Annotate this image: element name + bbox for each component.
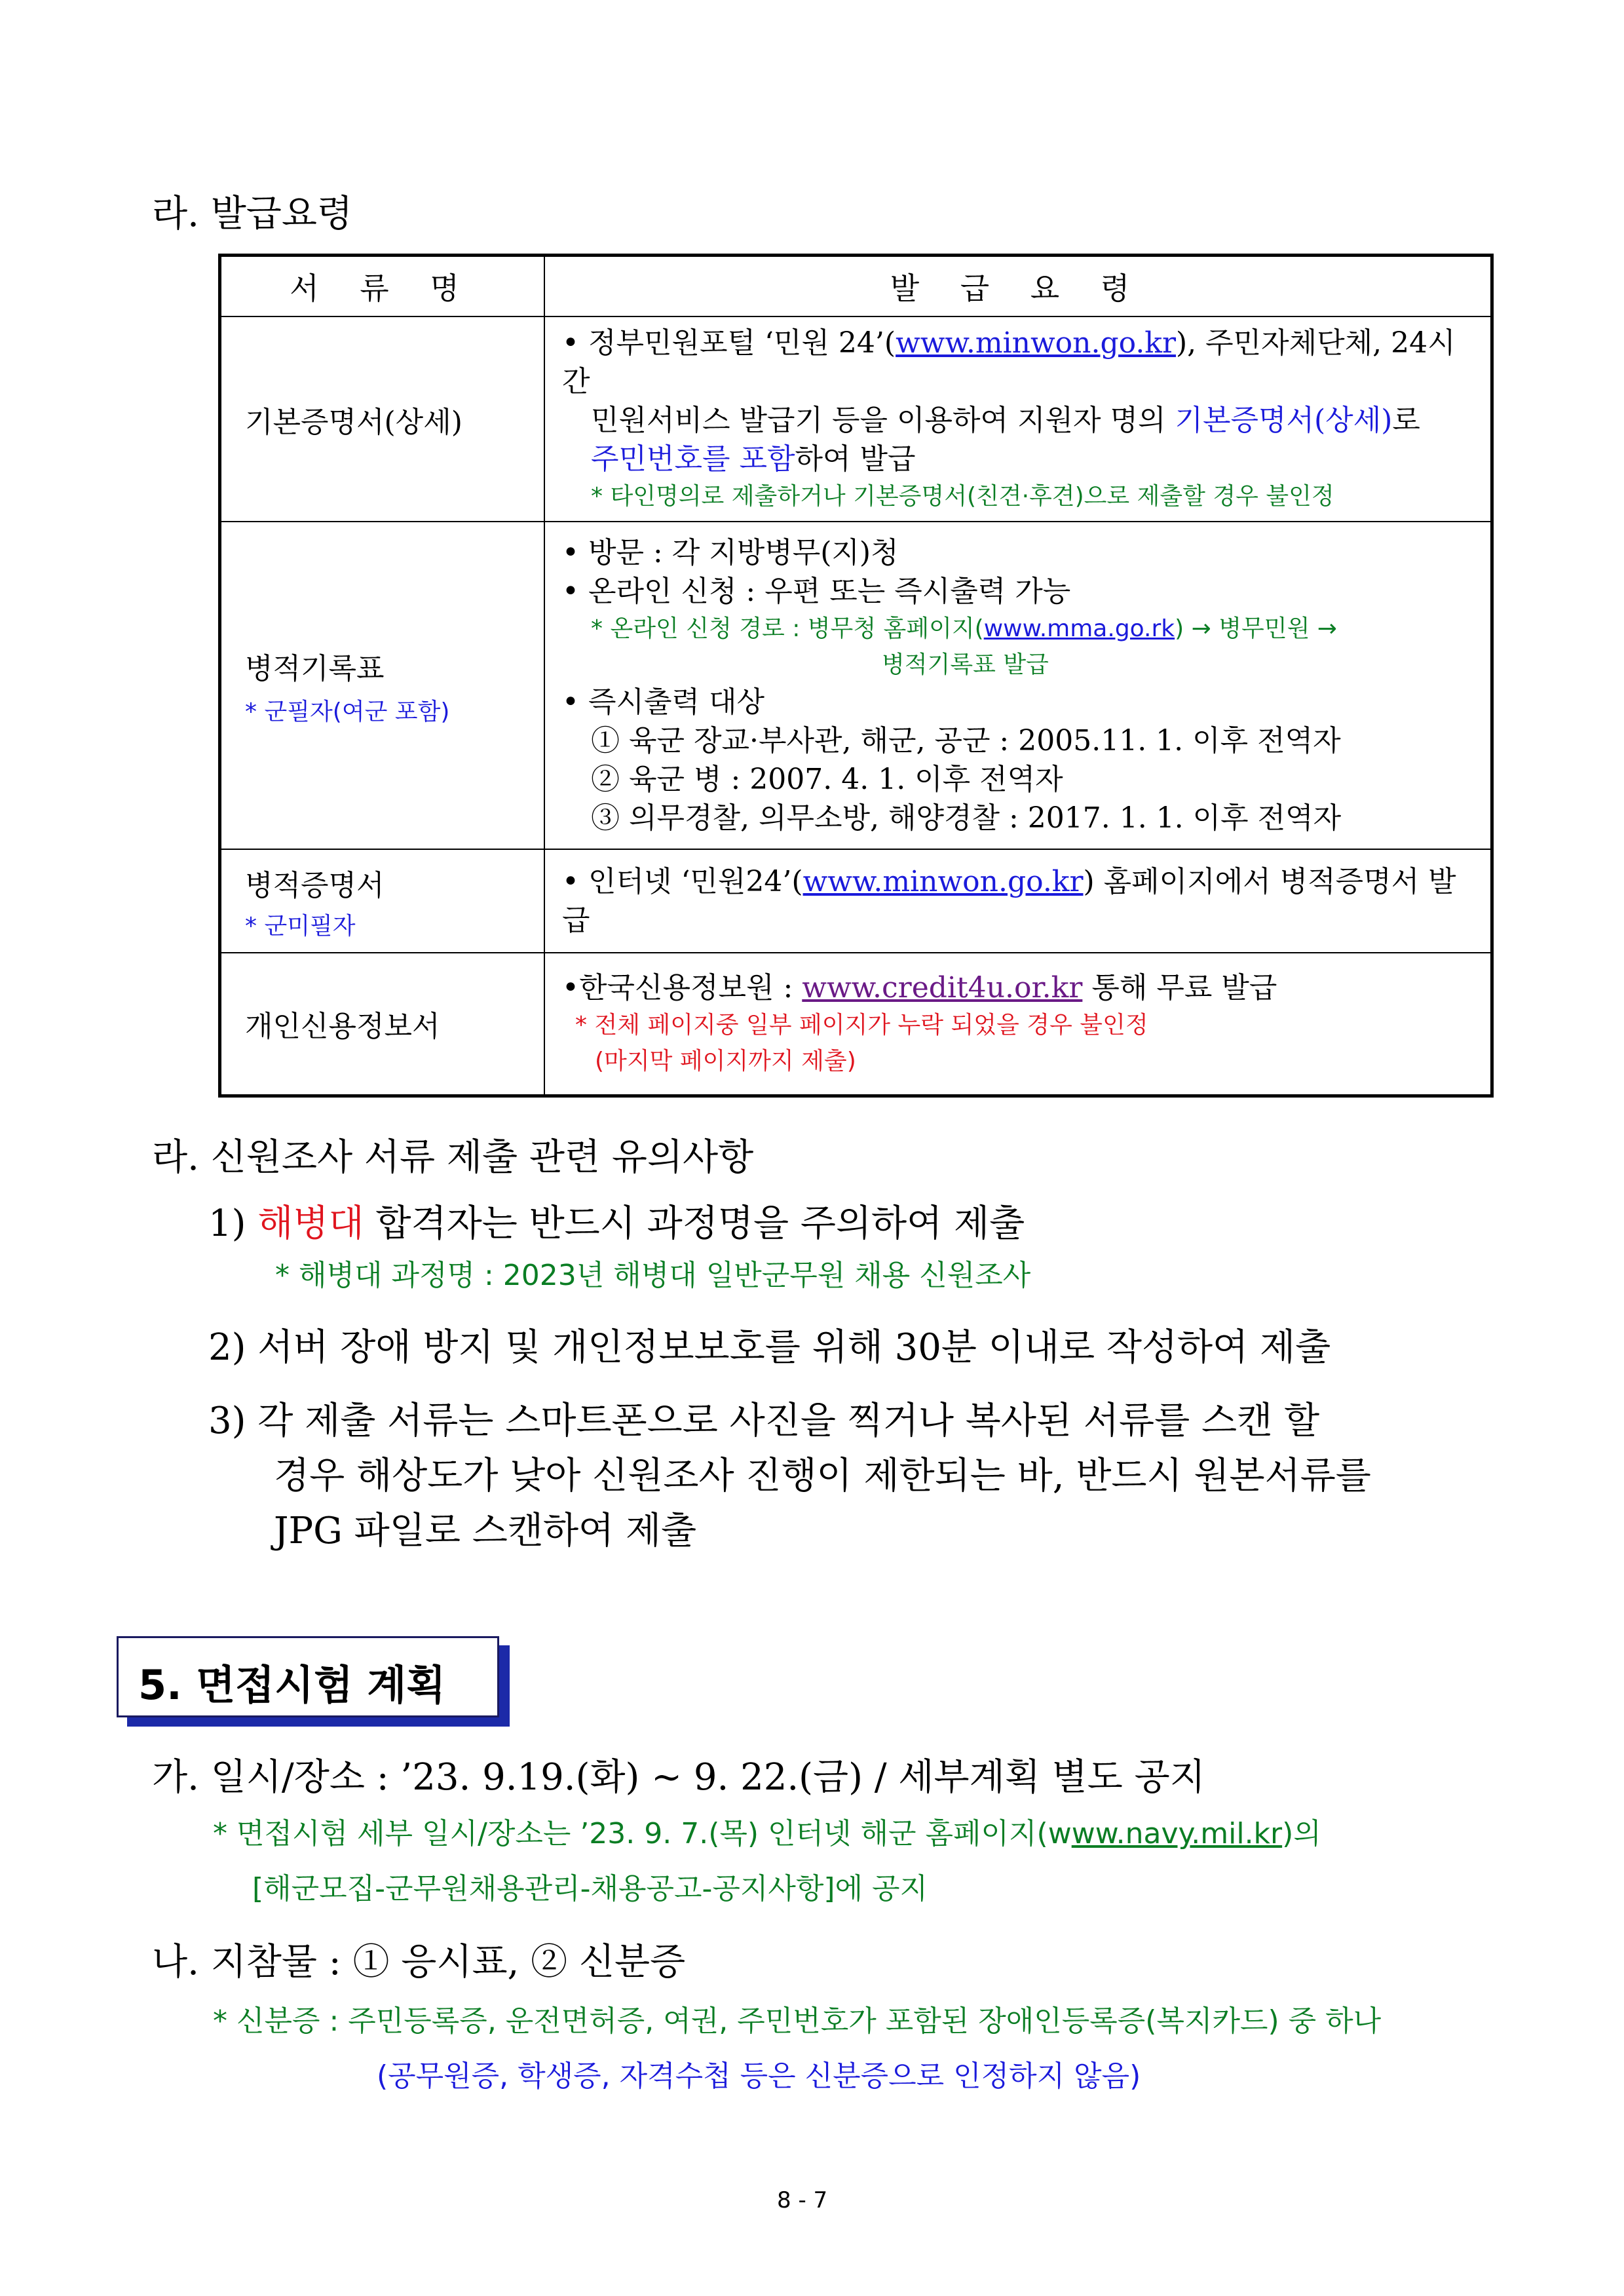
section-heading-background-check: 라. 신원조사 서류 제출 관련 유의사항: [152, 1136, 754, 1179]
table-row: [220, 953, 1492, 1096]
list-item: ② 육군 병 : 2007. 4. 1. 이후 전역자: [591, 763, 1063, 796]
doc-guide-military-cert: [544, 849, 1492, 953]
list-item: ③ 의무경찰, 의무소방, 해양경찰 : 2017. 1. 1. 이후 전역자: [591, 801, 1342, 835]
text: 합격자는 반드시 과정명을 주의하여 제출: [375, 1202, 1025, 1245]
link-credit4u[interactable]: www.credit4u.or.kr: [802, 970, 1083, 1004]
doc-guide-military-record: [544, 522, 1492, 849]
section-heading-issuance: 라. 발급요령: [152, 193, 353, 235]
text: ), 주민자체단체, 24시간: [562, 326, 1456, 398]
text: 민원서비스 발급기 등을 이용하여 지원자 명의: [591, 404, 1175, 437]
note-credit-1: * 전체 페이지중 일부 페이지가 누락 되었을 경우 불인정: [575, 1011, 1148, 1039]
doc-name-basic-cert: 기본증명서(상세): [220, 316, 545, 522]
doc-name-military-record: [220, 522, 545, 849]
section-title-box: [117, 1636, 499, 1717]
note-online-route: [562, 611, 1477, 647]
items-to-bring: 나. 지참물 : ① 응시표, ② 신분증: [152, 1941, 686, 1983]
text: * 면접시험 세부 일시/장소는 ’23. 9. 7.(목) 인터넷 해군 홈페이지(w: [213, 1817, 1072, 1850]
note-item-3-line1: 3) 각 제출 서류는 스마트폰으로 사진을 찍거나 복사된 서류를 스캔 할: [208, 1400, 1320, 1442]
text: • 방문 : 각 지방병무(지)청: [562, 536, 899, 569]
text: )의: [1282, 1817, 1321, 1850]
text: • 즉시출력 대상: [562, 685, 765, 719]
doc-name-credit-info: 개인신용정보서: [220, 953, 545, 1096]
section-title-interview: 5. 면접시험 계획: [138, 1661, 446, 1709]
table-row: [220, 316, 1492, 522]
interview-schedule: 가. 일시/장소 : ’23. 9.19.(화) ~ 9. 22.(금) / 세부계획 별도 공지: [152, 1756, 1205, 1799]
note-item-3-line3: JPG 파일로 스캔하여 제출: [274, 1510, 697, 1552]
list-item: ① 육군 장교·부사관, 해군, 공군 : 2005.11. 1. 이후 전역자: [591, 724, 1341, 757]
page-number: 8 - 7: [777, 2187, 828, 2213]
note-credit-2: (마지막 페이지까지 제출): [595, 1047, 856, 1075]
table-row: [220, 849, 1492, 953]
note-item-2: 2) 서버 장애 방지 및 개인정보보호를 위해 30분 이내로 작성하여 제출: [208, 1326, 1331, 1369]
id-card-note: * 신분증 : 주민등록증, 운전면허증, 여권, 주민번호가 포함된 장애인등록증(복지카드) 중 하나: [213, 2004, 1382, 2038]
note-basic-cert: * 타인명의로 제출하거나 기본증명서(친견·후견)으로 제출할 경우 불인정: [591, 483, 1334, 510]
doc-guide-basic-cert: [544, 316, 1492, 522]
doc-guide-credit-info: [544, 953, 1492, 1096]
doc-name-military-cert: [220, 849, 545, 953]
link-minwon[interactable]: www.minwon.go.kr: [896, 326, 1177, 360]
link-mma[interactable]: www.mma.go.rk: [983, 615, 1175, 642]
note-item-3-line2: 경우 해상도가 낮아 신원조사 진행이 제한되는 바, 반드시 원본서류를: [274, 1455, 1371, 1497]
highlight: 기본증명서(상세): [1175, 404, 1393, 437]
text: 하여 발급: [795, 442, 916, 476]
note-item-1: [208, 1195, 1025, 1247]
header-issuance-guide: 발 급 요 령: [544, 256, 1492, 317]
text: ) → 병무민원 →: [1175, 615, 1337, 642]
doc-sub-note: * 군미필자: [245, 912, 356, 940]
text: • 정부민원포털 ‘민원 24’(: [562, 326, 896, 360]
text: •한국신용정보원 :: [562, 970, 803, 1004]
interview-schedule-note: [213, 1810, 1321, 1852]
doc-name: 병적증명서: [245, 868, 385, 902]
text: 로: [1392, 404, 1420, 437]
header-document-name: 서 류 명: [220, 256, 545, 317]
link-navy[interactable]: ww.navy.mil.kr: [1071, 1817, 1283, 1850]
documents-table: [218, 254, 1494, 1098]
text: ) 홈페이지에서 병적증명서 발급: [562, 865, 1456, 937]
text: * 온라인 신청 경로 : 병무청 홈페이지(: [591, 615, 984, 642]
note-item-1-detail: * 해병대 과정명 : 2023년 해병대 일반군무원 채용 신원조사: [275, 1259, 1031, 1292]
interview-schedule-note-2: [해군모집-군무원채용관리-채용공고-공지사항]에 공지: [252, 1872, 928, 1905]
item-number: 1): [208, 1202, 246, 1245]
doc-name: 병적기록표: [245, 651, 385, 685]
text: • 온라인 신청 : 우편 또는 즉시출력 가능: [562, 575, 1071, 608]
link-minwon-2[interactable]: www.minwon.go.kr: [803, 865, 1084, 898]
note-online-route-2: 병적기록표 발급: [882, 651, 1049, 678]
table-row: [220, 522, 1492, 849]
text: 통해 무료 발급: [1082, 970, 1277, 1004]
highlight-marine: 해병대: [257, 1202, 364, 1245]
text: • 인터넷 ‘민원24’(: [562, 865, 803, 898]
id-card-note-2: (공무원증, 학생증, 자격수첩 등은 신분증으로 인정하지 않음): [377, 2059, 1141, 2093]
doc-sub-note: * 군필자(여군 포함): [245, 698, 450, 725]
highlight: 주민번호를 포함: [591, 442, 795, 476]
table-header-row: [220, 256, 1492, 317]
